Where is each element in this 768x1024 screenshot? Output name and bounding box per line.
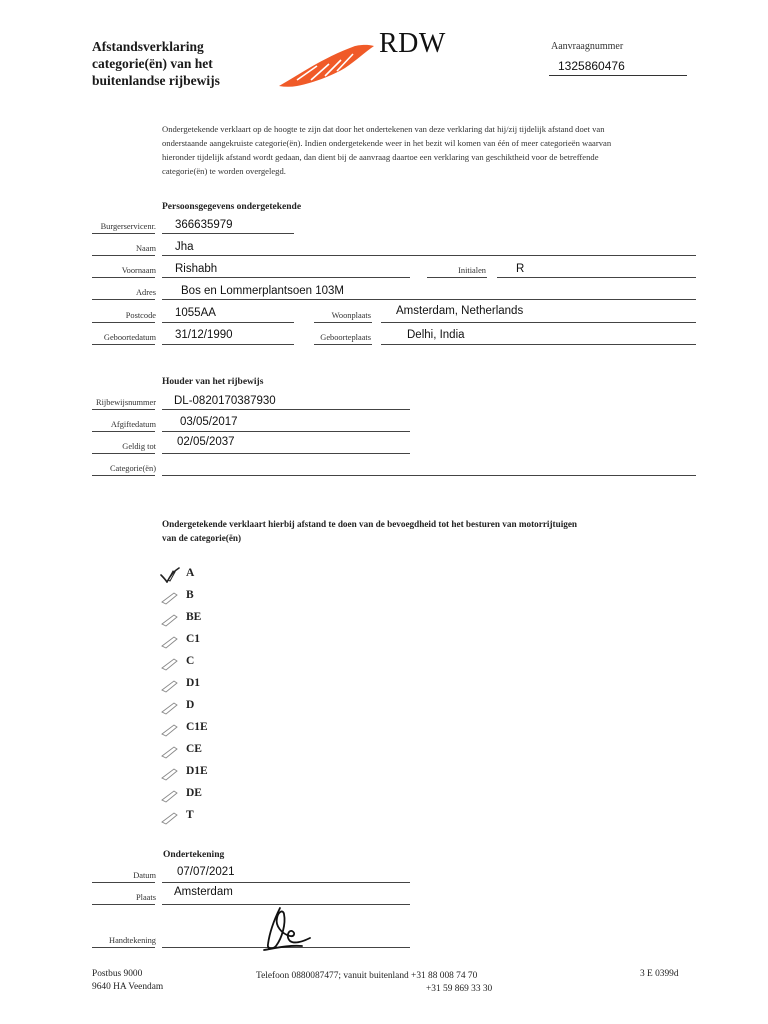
empty-check-icon[interactable] — [160, 699, 180, 715]
bsn-label: Burgerservicenr. — [100, 222, 156, 231]
adres-label-underline — [92, 299, 155, 300]
postcode-label: Postcode — [125, 311, 156, 320]
form-title — [92, 38, 220, 89]
title-line-2: categorie(ën) van het — [92, 56, 213, 71]
datum-field-line — [162, 882, 410, 883]
categorieen-label: Categorie(ën) — [109, 464, 156, 473]
empty-check-icon[interactable] — [160, 655, 180, 671]
voornaam-field-line — [162, 277, 410, 278]
category-label: DE — [186, 787, 202, 799]
woonplaats-field[interactable]: Amsterdam, Netherlands — [396, 305, 524, 317]
voornaam-label-underline — [92, 277, 155, 278]
geboortedatum-label: Geboortedatum — [103, 333, 156, 342]
footer-address-line-1: Postbus 9000 — [92, 969, 143, 979]
category-item[interactable] — [160, 741, 240, 759]
woonplaats-field-line — [381, 322, 696, 323]
categorieen-field-line — [162, 475, 696, 476]
geldig-tot-label: Geldig tot — [122, 442, 156, 451]
rijbewijsnummer-field-line — [162, 409, 410, 410]
category-item[interactable] — [160, 675, 240, 693]
aanvraagnummer-value[interactable]: 1325860476 — [558, 59, 625, 73]
datum-field[interactable]: 07/07/2021 — [177, 866, 235, 878]
naam-label-underline — [92, 255, 155, 256]
category-item[interactable] — [160, 697, 240, 715]
adres-field[interactable]: Bos en Lommerplantsoen 103M — [181, 285, 345, 297]
empty-check-icon[interactable] — [160, 765, 180, 781]
plaats-label-underline — [92, 904, 155, 905]
afgiftedatum-field[interactable]: 03/05/2017 — [180, 416, 238, 428]
initialen-field-line — [497, 277, 696, 278]
footer-phone-line-1: Telefoon 0880087477; vanuit buitenland +31 88 008 74 70 — [256, 971, 478, 981]
section-title-license: Houder van het rijbewijs — [162, 377, 264, 387]
geboorteplaats-label-underline — [314, 344, 372, 345]
initialen-field[interactable]: R — [516, 263, 525, 275]
category-item[interactable] — [160, 609, 240, 627]
category-label: T — [186, 809, 194, 821]
category-label: C1 — [186, 633, 201, 645]
category-label: D1 — [186, 677, 201, 689]
rdw-brand: RDW — [379, 28, 446, 59]
datum-label: Datum — [133, 871, 156, 880]
category-label: B — [186, 589, 194, 601]
category-label: C — [186, 655, 195, 667]
afgiftedatum-label-underline — [92, 431, 155, 432]
aanvraagnummer-label: Aanvraagnummer — [551, 41, 624, 52]
category-label: D — [186, 699, 195, 711]
category-item[interactable] — [160, 565, 240, 583]
geboorteplaats-field-line — [381, 344, 696, 345]
bsn-field-line — [162, 233, 294, 234]
adres-field-line — [162, 299, 696, 300]
section-title-signing: Ondertekening — [163, 850, 225, 860]
empty-check-icon[interactable] — [160, 677, 180, 693]
footer-phone-line-2: +31 59 869 33 30 — [426, 984, 493, 994]
plaats-label: Plaats — [135, 893, 156, 902]
geldig-tot-field-line — [162, 453, 410, 454]
category-item[interactable] — [160, 763, 240, 781]
title-line-1: Afstandsverklaring — [92, 39, 204, 54]
postcode-label-underline — [92, 322, 155, 323]
rijbewijsnummer-field[interactable]: DL-0820170387930 — [174, 395, 276, 407]
woonplaats-label-underline — [314, 322, 372, 323]
checkmark-icon[interactable] — [160, 567, 180, 583]
geldig-tot-field[interactable]: 02/05/2037 — [177, 436, 235, 448]
category-item[interactable] — [160, 587, 240, 605]
adres-label: Adres — [135, 288, 156, 297]
rijbewijsnummer-label-underline — [92, 409, 155, 410]
datum-label-underline — [92, 882, 155, 883]
empty-check-icon[interactable] — [160, 721, 180, 737]
footer-address — [92, 968, 163, 993]
category-item[interactable] — [160, 653, 240, 671]
geboortedatum-field-line — [162, 344, 294, 345]
geboortedatum-label-underline — [92, 344, 155, 345]
postcode-field-line — [162, 322, 294, 323]
footer-form-code: 3 E 0399d — [640, 969, 679, 979]
aanvraagnummer-underline — [549, 75, 687, 76]
geboorteplaats-label: Geboorteplaats — [320, 333, 371, 342]
category-label: CE — [186, 743, 202, 755]
rdw-feather-logo-icon — [277, 40, 377, 90]
footer-address-line-2: 9640 HA Veendam — [92, 981, 164, 992]
geboortedatum-field[interactable]: 31/12/1990 — [175, 329, 233, 341]
category-label: D1E — [186, 765, 208, 777]
category-label: C1E — [186, 721, 208, 733]
declaration-line-2: van de categorie(ën) — [162, 533, 242, 543]
voornaam-label: Voornaam — [121, 266, 156, 275]
category-item[interactable] — [160, 785, 240, 803]
geldig-tot-label-underline — [92, 453, 155, 454]
category-label: A — [186, 567, 195, 579]
intro-paragraph: Ondergetekende verklaart op de hoogte te zijn dat door het ondertekenen van deze verklaring dat hij/zij tijdelijk afstand doet van onderstaande aangekruiste categorie(ën). Indien ondergetekende weer in het bezit wil komen van één of meer categorieën waarvan hieronder tijdelijk afstand wordt gedaan, dan dient bij de aanvraag daartoe een verklaring van geschiktheid voor de betreffende categorie(ën) te worden overgelegd. — [162, 124, 612, 177]
category-item[interactable] — [160, 631, 240, 649]
empty-check-icon[interactable] — [160, 787, 180, 803]
handtekening-label-underline — [92, 947, 155, 948]
handtekening-label: Handtekening — [109, 936, 156, 945]
title-line-3: buitenlandse rijbewijs — [92, 73, 220, 88]
woonplaats-label: Woonplaats — [331, 311, 371, 320]
rijbewijsnummer-label: Rijbewijsnummer — [95, 398, 156, 407]
plaats-field[interactable]: Amsterdam — [174, 886, 233, 898]
empty-check-icon[interactable] — [160, 589, 180, 605]
empty-check-icon[interactable] — [160, 743, 180, 759]
category-item[interactable] — [160, 807, 240, 825]
naam-field-line — [162, 255, 696, 256]
section-title-personal: Persoonsgegevens ondergetekende — [162, 202, 302, 212]
initialen-label-underline — [427, 277, 487, 278]
naam-field[interactable]: Jha — [175, 241, 194, 253]
naam-label: Naam — [136, 244, 156, 253]
categorieen-label-underline — [92, 475, 155, 476]
signature-icon[interactable] — [258, 904, 314, 954]
category-label: BE — [186, 611, 202, 623]
initialen-label: Initialen — [458, 266, 486, 275]
empty-check-icon[interactable] — [160, 809, 180, 825]
empty-check-icon[interactable] — [160, 611, 180, 627]
bsn-field[interactable]: 366635979 — [175, 219, 233, 231]
afgiftedatum-field-line — [162, 431, 410, 432]
declaration-text — [162, 517, 577, 545]
bsn-label-underline — [92, 233, 155, 234]
postcode-field[interactable]: 1055AA — [175, 307, 216, 319]
voornaam-field[interactable]: Rishabh — [175, 263, 218, 275]
empty-check-icon[interactable] — [160, 633, 180, 649]
geboorteplaats-field[interactable]: Delhi, India — [407, 329, 465, 341]
declaration-line-1: Ondergetekende verklaart hierbij afstand te doen van de bevoegdheid tot het besturen van motorrijtuigen — [162, 519, 578, 529]
category-item[interactable] — [160, 719, 240, 737]
afgiftedatum-label: Afgiftedatum — [110, 420, 156, 429]
